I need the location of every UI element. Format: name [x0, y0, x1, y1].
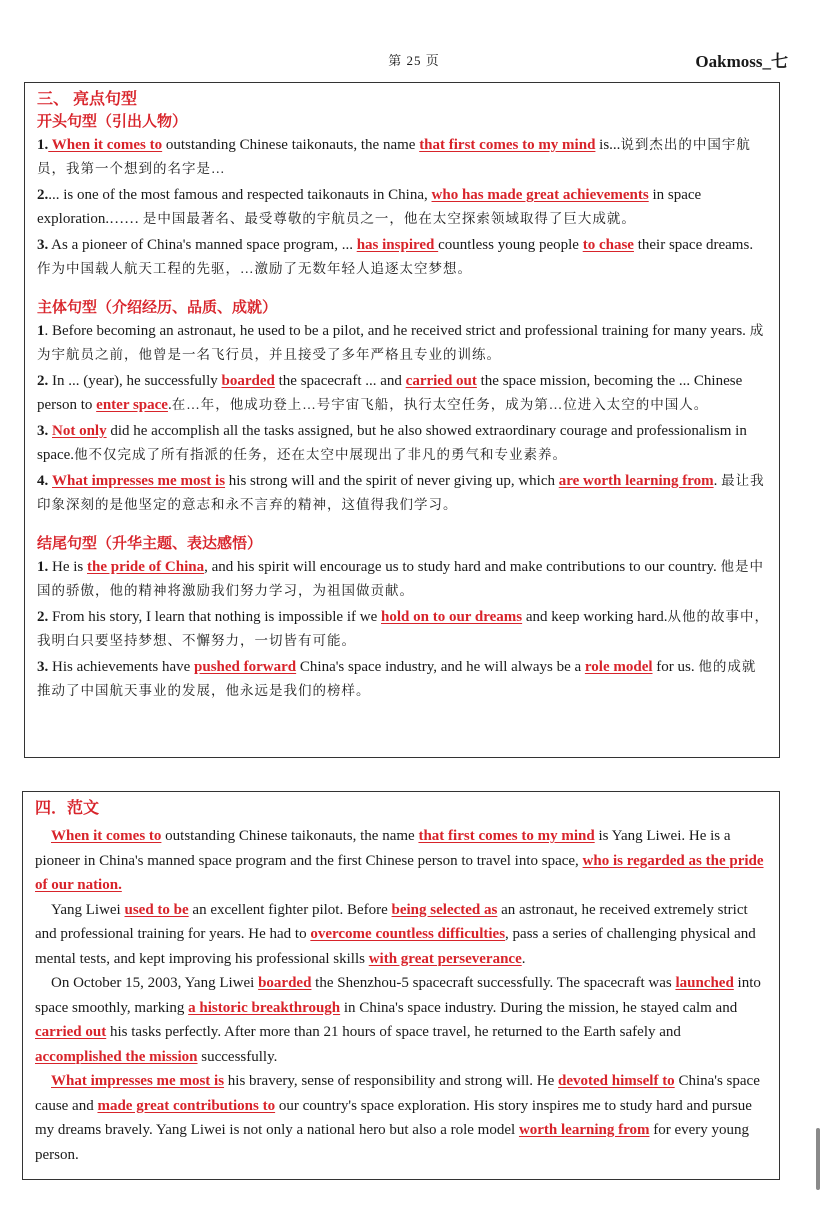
sentence-text: . — [167, 397, 172, 413]
sentence-text: in space exploration.…… — [37, 187, 702, 227]
sentence-text: ... is one of the most famous and respected taikonauts in China, — [48, 187, 432, 203]
sentence-text: , pass a series of challenging physical and mental tests, and kept improving his professional skills — [35, 926, 756, 967]
sentence-text: his bravery, sense of responsibility and strong will. He — [224, 1073, 559, 1089]
sentence-text: for us. — [652, 659, 699, 675]
sentence-text: His achievements have — [48, 659, 195, 675]
scrollbar-thumb[interactable] — [816, 1128, 820, 1190]
sentence-text: their space dreams. — [633, 237, 754, 253]
chinese-translation: 说到杰出的中国宇航员，我第一个想到的名字是… — [37, 137, 751, 176]
chinese-translation: 从他的故事中，我明白只要坚持梦想、不懈努力，一切皆有可能。 — [37, 609, 770, 648]
sentence-pattern — [37, 319, 769, 367]
sentence-pattern — [37, 233, 769, 281]
chinese-translation: 在…年，他成功登上…号宇宙飞船，执行太空任务，成为第…位进入太空的中国人。 — [171, 397, 709, 412]
key-phrase: What impresses me most is — [51, 1073, 225, 1089]
ending-subtitle: 结尾句型（升华主题、表达感悟） — [37, 536, 263, 552]
sentence-pattern — [37, 419, 769, 467]
sentence-text: outstanding Chinese taikonauts, the name — [162, 137, 420, 153]
item-number: 2. — [37, 373, 49, 389]
sentence-text: the spacecraft ... and — [274, 373, 406, 389]
sentence-text: did he accomplish all the tasks assigned, but he also showed extraordinary courage and professionalism in space. — [37, 423, 747, 463]
item-number: 3. — [37, 237, 49, 253]
opening-list — [37, 133, 769, 281]
key-phrase: with great perseverance — [368, 950, 522, 967]
sentence-text: is... — [595, 137, 621, 153]
key-phrase: boarded — [258, 975, 312, 991]
sentence-text: He is — [48, 559, 87, 575]
key-phrase: pushed forward — [194, 659, 297, 675]
sentence-text: From his story, I learn that nothing is impossible if we — [48, 609, 381, 625]
essay-paragraph — [35, 1069, 769, 1167]
sentence-text: in China's space industry. During the mission, he stayed calm and — [340, 999, 738, 1016]
key-phrase: that first comes to my mind — [419, 137, 596, 153]
item-number: 1. — [37, 137, 49, 153]
item-number: 2. — [37, 187, 49, 203]
section-title: 三、 亮点句型 — [37, 91, 138, 108]
item-number: 3. — [37, 659, 49, 675]
key-phrase: accomplished the mission — [35, 1048, 198, 1065]
key-phrase: When it comes to — [48, 137, 163, 153]
key-phrase: who has made great achievements — [431, 187, 649, 203]
sentence-pattern — [37, 183, 769, 231]
key-phrase: overcome countless difficulties — [310, 926, 506, 942]
sentence-pattern — [37, 369, 769, 417]
model-essay-box — [22, 791, 780, 1180]
key-phrase: a historic breakthrough — [188, 999, 341, 1016]
sentence-text: Yang Liwei — [51, 901, 125, 918]
key-phrase: that first comes to my mind — [418, 828, 595, 844]
highlight-sentences-box — [24, 82, 780, 758]
sentence-text: his tasks perfectly. After more than 21 hours of space travel, he returned to the Earth safely and — [106, 1024, 681, 1040]
sentence-text: countless young people — [438, 237, 583, 253]
sentence-text: the Shenzhou-5 spacecraft successfully. The spacecraft was — [311, 975, 676, 991]
key-phrase: worth learning from — [518, 1122, 650, 1138]
body-subtitle: 主体句型（介绍经历、品质、成就） — [37, 300, 278, 316]
sentence-text: into space smoothly, marking — [35, 975, 761, 1016]
key-phrase: carried out — [405, 373, 477, 389]
sentence-text: his strong will and the spirit of never giving up, which — [225, 473, 559, 489]
key-phrase: boarded — [221, 373, 275, 389]
sentence-text: successfully. — [197, 1048, 278, 1065]
sentence-pattern — [37, 655, 769, 703]
page-header — [0, 47, 828, 69]
sentence-text: outstanding Chinese taikonauts, the name — [161, 828, 419, 844]
sentence-pattern — [37, 469, 769, 517]
key-phrase: launched — [675, 975, 734, 991]
sentence-text: China's space cause and — [35, 1073, 760, 1114]
key-phrase: Not only — [52, 423, 107, 439]
sentence-pattern — [37, 555, 769, 603]
sentence-text: our country's space exploration. His story inspires me to study hard and pursue my dreams bravely. Yang Liwei is not only a national hero but also a role model — [35, 1097, 752, 1138]
essay-paragraph — [35, 824, 769, 898]
key-phrase: hold on to our dreams — [381, 609, 523, 625]
key-phrase: being selected as — [391, 901, 498, 918]
essay-title: 四．范文 — [35, 800, 100, 817]
key-phrase: enter space — [96, 397, 168, 413]
key-phrase: who is regarded as the pride of our nation. — [35, 852, 764, 893]
sentence-pattern — [37, 133, 769, 181]
item-number: 2. — [37, 609, 49, 625]
sentence-text: China's space industry, and he will always be a — [296, 659, 585, 675]
item-number: 3. — [37, 423, 49, 439]
item-number: 4. — [37, 473, 49, 489]
chinese-translation: 最让我印象深刻的是他坚定的意志和永不言弃的精神，这值得我们学习。 — [37, 473, 765, 512]
key-phrase: to chase — [582, 237, 634, 253]
key-phrase: made great contributions to — [97, 1097, 276, 1114]
key-phrase: carried out — [35, 1024, 107, 1040]
chinese-translation: 他的成就推动了中国航天事业的发展，他永远是我们的榜样。 — [37, 659, 757, 698]
sentence-text: In ... (year), he successfully — [48, 373, 222, 389]
sentence-text: the space mission, becoming the ... Chinese person to — [37, 373, 743, 413]
sentence-pattern — [37, 605, 769, 653]
chinese-translation: 作为中国载人航天工程的先驱，…激励了无数年轻人追逐太空梦想。 — [37, 261, 472, 276]
essay-body — [35, 824, 769, 1167]
sentence-text: and keep working hard. — [522, 609, 668, 625]
sentence-text: an astronaut, he received extremely strict and professional training for years. He had to — [35, 901, 748, 942]
key-phrase: What impresses me most is — [52, 473, 226, 489]
essay-paragraph — [35, 971, 769, 1069]
item-number: 1 — [37, 323, 45, 339]
sentence-text: . — [521, 950, 526, 967]
sentence-text: On October 15, 2003, Yang Liwei — [51, 975, 259, 991]
key-phrase: role model — [584, 659, 653, 675]
chinese-translation: 成为宇航员之前，他曾是一名飞行员，并且接受了多年严格且专业的训练。 — [37, 323, 765, 362]
key-phrase: the pride of China — [87, 559, 205, 575]
opening-subtitle: 开头句型（引出人物） — [37, 114, 188, 130]
key-phrase: has inspired — [356, 237, 439, 253]
key-phrase: used to be — [124, 901, 189, 918]
key-phrase: devoted himself to — [558, 1073, 675, 1089]
chinese-translation: 他不仅完成了所有指派的任务，还在太空中展现出了非凡的勇气和专业素养。 — [74, 447, 568, 462]
sentence-text: for every young person. — [35, 1122, 750, 1163]
key-phrase: are worth learning from — [558, 473, 714, 489]
brand-name: Oakmoss_七 — [695, 52, 788, 71]
key-phrase: When it comes to — [51, 828, 162, 844]
sentence-text: is Yang Liwei. He is a pioneer in China's manned space program and the first Chinese person to travel into space, — [35, 828, 731, 869]
chinese-translation: 他是中国的骄傲，他的精神将激励我们努力学习，为祖国做贡献。 — [37, 559, 765, 598]
sentence-text: , and his spirit will encourage us to study hard and make contributions to our country. — [204, 559, 721, 575]
chinese-translation: 是中国最著名、最受尊敬的宇航员之一，他在太空探索领域取得了巨大成就。 — [142, 211, 636, 226]
sentence-text: . Before becoming an astronaut, he used to be a pilot, and he received strict and professional training for many years. — [44, 323, 750, 339]
item-number: 1. — [37, 559, 49, 575]
sentence-text: . — [713, 473, 722, 489]
ending-list — [37, 555, 769, 703]
sentence-text: an excellent fighter pilot. Before — [188, 901, 392, 918]
page-number: 第 25 页 — [388, 53, 440, 68]
body-list — [37, 319, 769, 517]
essay-paragraph — [35, 898, 769, 972]
sentence-text: As a pioneer of China's manned space program, ... — [48, 237, 357, 253]
